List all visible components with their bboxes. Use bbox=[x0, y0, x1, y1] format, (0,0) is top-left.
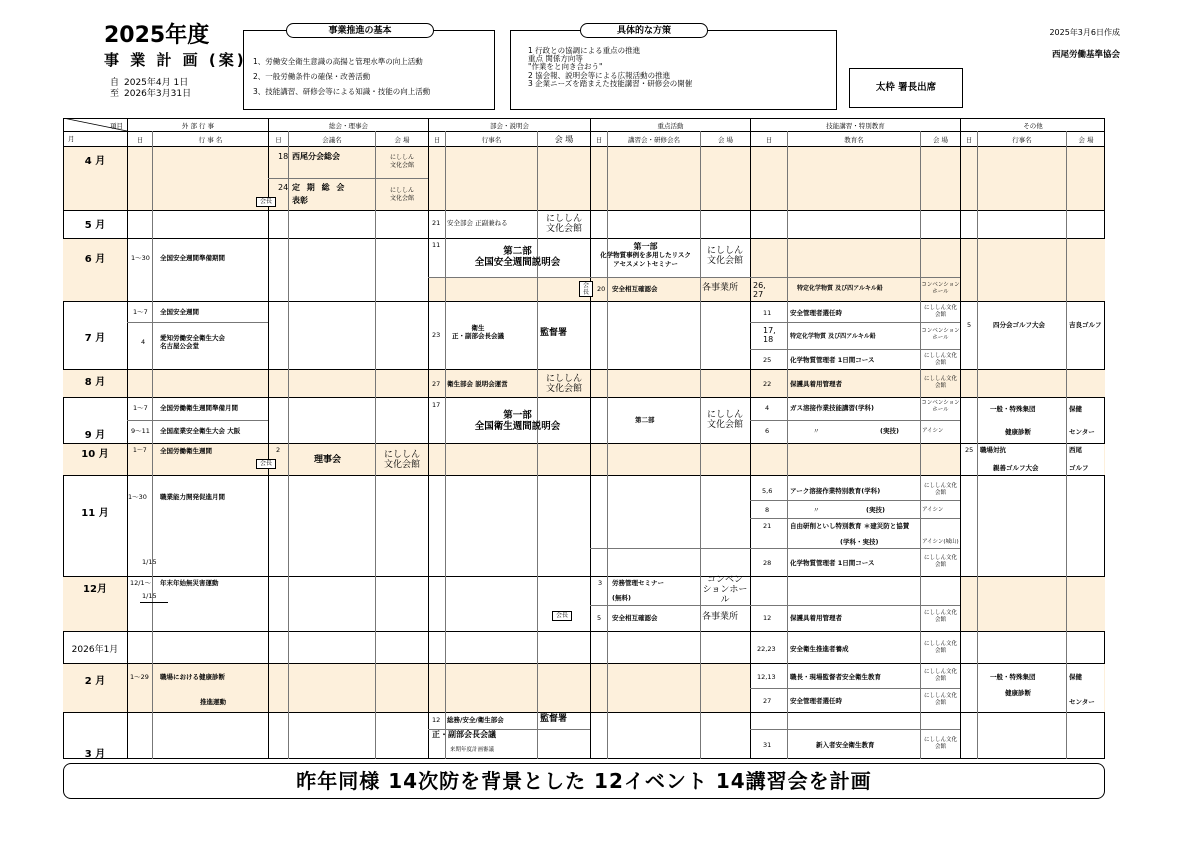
jul-dept-name-1: 衛生 bbox=[471, 324, 485, 332]
dec-focus-split bbox=[590, 605, 750, 606]
month-may: 5 月 bbox=[84, 220, 106, 231]
sub-gen-name: 会議名 bbox=[322, 136, 342, 144]
jun-skills-name: 特定化学物質 及び四アルキル鉛 bbox=[797, 285, 883, 292]
sep-s-split bbox=[750, 420, 960, 421]
sub-ext-day: 日 bbox=[136, 136, 144, 144]
basics-box bbox=[243, 30, 495, 110]
col-border-general bbox=[428, 118, 429, 759]
sep-focus-venue bbox=[700, 410, 750, 430]
attendance-legend: 太枠 署長出席 bbox=[849, 68, 963, 108]
jul-skills2-day-1: 17, bbox=[763, 326, 776, 335]
jul-skills1-day: 11 bbox=[763, 309, 772, 317]
dec-ext-day-end: 1/15 bbox=[142, 592, 157, 600]
association-name: 西尾労働基準協会 bbox=[1051, 50, 1120, 60]
basics-item-1: 1、労働安全衛生意識の高揚と管理水準の向上活動 bbox=[253, 57, 423, 66]
dec-skills-venue-1: にししん文化 bbox=[923, 610, 957, 616]
col-skills-venue bbox=[920, 131, 921, 759]
jun-split bbox=[428, 277, 960, 278]
apr-split bbox=[268, 178, 428, 179]
may-dept-name: 安全部会 正副兼ねる bbox=[447, 219, 508, 227]
row-mar bbox=[63, 712, 1105, 759]
nov-skills4-venue bbox=[921, 555, 960, 569]
jul-skills2-day-2: 18 bbox=[763, 335, 774, 344]
basics-item-3: 3、技能講習、研修会等による知識・技能の向上活動 bbox=[253, 87, 431, 96]
nov-ext-day: 1～30 bbox=[128, 493, 147, 501]
dec-focus1-day: 3 bbox=[598, 579, 603, 587]
col-header-external: 外 部 行 事 bbox=[181, 122, 215, 130]
nov-skills3-name2: (学科・実技) bbox=[840, 538, 879, 546]
sub-gen-venue: 会 場 bbox=[394, 136, 410, 144]
measures-item-4: 2 協会報、説明会等による広報活動の推進 bbox=[528, 71, 671, 80]
jul-skills3-venue-2: 会館 bbox=[934, 360, 946, 366]
sep-dept-name-1: 第一部 bbox=[503, 410, 532, 421]
month-dec: 12月 bbox=[83, 584, 107, 595]
jun-dept-day: 11 bbox=[432, 241, 441, 249]
sub-skills-venue: 会 場 bbox=[932, 136, 949, 144]
period-from: 2025年4月 1日 bbox=[124, 78, 189, 88]
jan-skills-venue bbox=[921, 641, 960, 655]
apr-gen2-day: 24 bbox=[278, 183, 289, 192]
sep-skills2-ditto: 〃 bbox=[813, 427, 820, 435]
col-external-day bbox=[152, 131, 153, 759]
jul-dept-name bbox=[452, 324, 504, 340]
col-border-dept bbox=[590, 118, 591, 759]
mar-skills-name: 新入者安全衛生教育 bbox=[816, 741, 875, 749]
measures-title: 具体的な方策 bbox=[580, 23, 708, 38]
created-date: 2025年3月6日作成 bbox=[1049, 28, 1120, 37]
nov-skills2-venue: アイシン bbox=[922, 507, 944, 513]
jun-focus2-name: 安全相互確認会 bbox=[612, 285, 658, 293]
sep-dept-name bbox=[445, 410, 590, 432]
nov-skills3-name: 自由研削といし特別教育 ＊建災防と協賛 bbox=[790, 522, 910, 530]
jul-skills1-venue bbox=[921, 305, 960, 319]
nov-skills4-name: 化学物質管理者 1日間コース bbox=[790, 559, 875, 567]
aug-skills-venue-2: 会館 bbox=[934, 383, 946, 389]
col-header-general: 総会・理事会 bbox=[329, 122, 368, 130]
jul-skills1-name: 安全管理者選任時 bbox=[790, 309, 842, 317]
nov-skills4-venue-1: にししん文化 bbox=[923, 555, 957, 561]
jul-other-venue: 吉良ゴルフ bbox=[1069, 321, 1102, 329]
sep-focus-venue-1: にししん bbox=[706, 410, 743, 420]
dec-ext-day: 12/1～ bbox=[130, 579, 152, 587]
col-border-skills bbox=[960, 118, 961, 759]
oct-gen-venue-2: 文化会館 bbox=[383, 460, 420, 470]
feb-other-venue2: センター bbox=[1069, 698, 1095, 706]
feb-ext-day: 1～29 bbox=[130, 673, 149, 681]
jul-ext1-name: 全国安全週間 bbox=[160, 308, 199, 316]
dec-focus1-venue-3: ル bbox=[720, 595, 730, 605]
feb-skills1-day: 12,13 bbox=[757, 673, 776, 681]
sub-gen-day: 日 bbox=[275, 136, 282, 144]
oct-president-mark: 会長 bbox=[256, 459, 276, 469]
jul-ext1-day: 1～7 bbox=[133, 308, 148, 316]
nov-skills4-day: 28 bbox=[763, 559, 772, 567]
may-dept-venue-2: 文化会館 bbox=[545, 224, 582, 234]
col-header-skills: 技能講習・特別教育 bbox=[826, 122, 885, 130]
oct-ext-day: 1～7 bbox=[133, 447, 147, 454]
mar-skills-venue-1: にししん文化 bbox=[923, 737, 957, 743]
dec-skills-venue-2: 会館 bbox=[934, 617, 946, 623]
col-border-external bbox=[268, 118, 269, 759]
sub-dept-day: 日 bbox=[433, 136, 441, 144]
sep-skills1-name: ガス溶接作業技能講習(学科) bbox=[790, 404, 874, 412]
jun-focus-name-3: アセスメントセミナー bbox=[613, 260, 678, 268]
dec-skills-name: 保護具着用管理者 bbox=[790, 614, 842, 622]
feb-skills1-name: 職長・現場監督者安全衛生教育 bbox=[790, 673, 881, 681]
may-dept-venue bbox=[538, 214, 590, 234]
jan-skills-day: 22,23 bbox=[757, 645, 776, 653]
jun-skills-day-2: 27 bbox=[753, 290, 764, 299]
aug-skills-day: 22 bbox=[763, 380, 772, 388]
jul-ext2-day: 4 bbox=[141, 338, 146, 346]
mar-dept-name2: 正・副部会長会議 bbox=[432, 730, 496, 739]
feb-skills2-venue bbox=[921, 693, 960, 707]
nov-skills1-name: アーク溶接作業特別教育(学科) bbox=[790, 487, 881, 495]
jun-dept-name-1: 第二部 bbox=[503, 246, 532, 257]
sep-dept-name-2: 全国衛生週間説明会 bbox=[474, 421, 561, 432]
sep-ext1-name: 全国労働衛生週間準備月間 bbox=[160, 404, 238, 412]
sub-other-name: 行事名 bbox=[1012, 136, 1032, 144]
month-aug: 8 月 bbox=[84, 377, 106, 388]
sub-focus-venue: 会 場 bbox=[717, 136, 734, 144]
period-to-label: 至 bbox=[110, 89, 120, 99]
month-jan: 2026年1月 bbox=[71, 645, 119, 655]
nov-ext-name: 職業能力開発促進月間 bbox=[160, 493, 225, 501]
jul-other-day: 5 bbox=[967, 321, 972, 329]
dec-focus1-name: 労務管理セミナー bbox=[612, 579, 664, 587]
oct-gen-venue-1: にししん bbox=[383, 450, 420, 460]
apr-gen2-venue-2: 文化会館 bbox=[389, 195, 414, 202]
jun-skills-venue bbox=[921, 282, 960, 296]
jun-ext-name: 全国安全週間準備期間 bbox=[160, 254, 225, 262]
sub-skills-day: 日 bbox=[765, 136, 773, 144]
mar-s-split bbox=[750, 729, 960, 730]
jun-focus-venue bbox=[700, 246, 750, 266]
jun-focus-venue-1: にししん bbox=[706, 246, 743, 256]
feb-split bbox=[750, 688, 960, 689]
nov-skills2-ditto: 〃 bbox=[813, 506, 820, 514]
jul-dept-venue: 監督署 bbox=[540, 328, 568, 338]
feb-skills1-venue-1: にししん文化 bbox=[923, 669, 957, 675]
dec-s-split bbox=[750, 605, 960, 606]
month-oct: 10 月 bbox=[81, 449, 109, 460]
basics-item-2: 2、一般労働条件の確保・改善活動 bbox=[253, 72, 371, 81]
jan-skills-name: 安全衛生推進者養成 bbox=[790, 645, 849, 653]
header-divider bbox=[63, 131, 1105, 132]
sub-other-day: 日 bbox=[965, 136, 973, 144]
aug-skills-venue bbox=[921, 376, 960, 390]
month-mar: 3 月 bbox=[84, 749, 106, 760]
month-jul: 7 月 bbox=[84, 333, 106, 344]
apr-gen2-president-mark: 会長 bbox=[256, 197, 276, 207]
dec-focus1-free: (無料) bbox=[612, 594, 631, 602]
period-to: 2026年3月31日 bbox=[124, 89, 192, 99]
jul-ext2-name-1: 愛知労働安全衛生大会 bbox=[160, 334, 225, 342]
month-sep: 9 月 bbox=[84, 430, 106, 441]
jul-ext2-name-2: 名古屋公会堂 bbox=[160, 342, 199, 350]
dec-focus1-venue-2: ションホー bbox=[702, 585, 748, 595]
dec-president-mark: 会長 bbox=[552, 611, 572, 621]
mar-dept-venue: 監督署 bbox=[540, 714, 568, 724]
may-dept-venue-1: にししん bbox=[545, 214, 582, 224]
mar-skills-day: 31 bbox=[763, 741, 772, 749]
sep-skills1-day: 4 bbox=[765, 404, 770, 412]
nov-skills3-day: 21 bbox=[763, 522, 772, 530]
sep-skills1-venue-1: コンベンション bbox=[921, 400, 960, 406]
aug-dept-venue-2: 文化会館 bbox=[545, 384, 582, 394]
feb-other-name1: 一般・特殊集団 bbox=[990, 673, 1036, 681]
sep-focus-venue-2: 文化会館 bbox=[706, 420, 743, 430]
oct-other-name2: 親善ゴルフ大会 bbox=[993, 464, 1039, 472]
oct-gen-venue bbox=[376, 450, 428, 470]
jun-focus-name-1: 第一部 bbox=[633, 242, 658, 251]
basics-title: 事業推進の基本 bbox=[286, 23, 434, 38]
col-header-focus: 重点活動 bbox=[657, 122, 684, 130]
col-focus-venue bbox=[700, 131, 701, 759]
mar-dept-name3: 来期年度計画審議 bbox=[450, 747, 495, 753]
jun-focus-name-2: 化学物質事例を多用したリスク bbox=[600, 251, 691, 259]
month-feb: 2 月 bbox=[84, 676, 106, 687]
col-focus-day bbox=[607, 131, 608, 759]
nov-split2 bbox=[750, 518, 960, 519]
dec-skills-day: 12 bbox=[763, 614, 772, 622]
fiscal-year-title: 2025年度 bbox=[104, 23, 210, 48]
sep-other-name1: 一般・特殊集団 bbox=[990, 405, 1036, 413]
oct-other-day: 25 bbox=[965, 446, 974, 454]
jul-skills3-venue-1: にししん文化 bbox=[923, 353, 957, 359]
nov-skills4-venue-2: 会館 bbox=[934, 562, 946, 568]
measures-item-5: 3 企業ニーズを踏まえた技能講習・研修会の開催 bbox=[528, 79, 693, 88]
period-from-label: 自 bbox=[110, 78, 120, 88]
sep-skills2-day: 6 bbox=[765, 427, 770, 435]
jul-s-split2 bbox=[750, 349, 960, 350]
measures-item-1: 1 行政との協調による重点の推進 bbox=[528, 46, 641, 55]
aug-dept-name: 衛生部会 説明会運営 bbox=[447, 380, 508, 388]
dec-ext-name: 年末年始無災害運動 bbox=[160, 579, 219, 587]
feb-ext-name2: 推進運動 bbox=[200, 698, 226, 706]
oct-gen-day: 2 bbox=[276, 446, 281, 454]
nov-skills1-venue bbox=[921, 483, 960, 497]
month-nov: 11 月 bbox=[81, 508, 109, 519]
feb-other-venue1: 保健 bbox=[1069, 673, 1082, 681]
apr-gen1-venue-2: 文化会館 bbox=[389, 162, 414, 169]
jul-skills1-venue-2: 会館 bbox=[934, 312, 946, 318]
mar-dept-day: 12 bbox=[432, 716, 441, 724]
col-header-item: 項目 bbox=[110, 122, 123, 130]
dec-focus2-day: 5 bbox=[597, 614, 602, 622]
oct-other-name1: 職場対抗 bbox=[980, 446, 1006, 454]
sep-other-venue1: 保健 bbox=[1069, 405, 1082, 413]
apr-gen2-venue bbox=[376, 187, 428, 203]
nov-skills1-day: 5,6 bbox=[762, 487, 773, 495]
plan-period bbox=[110, 78, 191, 100]
mar-skills-venue-2: 会館 bbox=[934, 744, 946, 750]
dec-focus2-name: 安全相互確認会 bbox=[612, 614, 658, 622]
sub-skills-name: 教育名 bbox=[844, 136, 864, 144]
sub-focus-day: 日 bbox=[595, 136, 603, 144]
dec-white-dept bbox=[428, 577, 590, 631]
nov-split3 bbox=[750, 548, 960, 549]
mar-dept-name1: 総務/安全/衛生部会 bbox=[447, 716, 504, 724]
aug-skills-venue-1: にししん文化 bbox=[923, 376, 957, 382]
jun-dept-name bbox=[445, 246, 590, 268]
measures-item-3: "作業をと向き合おう" bbox=[528, 62, 603, 71]
nov-split1 bbox=[750, 500, 960, 501]
sep-dept-day: 17 bbox=[432, 401, 441, 409]
dec-ext-underline bbox=[140, 602, 168, 603]
jun-skills-venue-2: ホール bbox=[932, 289, 949, 295]
jul-skills3-venue bbox=[921, 353, 960, 367]
col-border-focus bbox=[750, 118, 751, 759]
jul-dept-day: 23 bbox=[432, 331, 441, 339]
jul-skills2-name: 特定化学物質 及び四アルキル鉛 bbox=[790, 333, 876, 340]
sub-dept-name: 行事名 bbox=[481, 136, 502, 144]
sep-skills2-practical: (実技) bbox=[880, 427, 899, 435]
feb-skills2-day: 27 bbox=[763, 697, 772, 705]
apr-gen1-venue-1: にししん bbox=[389, 154, 414, 161]
oct-other-venue1: 西尾 bbox=[1069, 446, 1082, 454]
col-general-venue bbox=[375, 131, 376, 759]
oct-other-venue2: ゴルフ bbox=[1069, 464, 1089, 472]
apr-gen1-day: 18 bbox=[278, 152, 289, 161]
feb-skills2-venue-2: 会館 bbox=[934, 700, 946, 706]
aug-dept-day: 27 bbox=[432, 380, 441, 388]
sep-ext2-name: 全国産業安全衛生大会 大阪 bbox=[160, 427, 241, 435]
month-jun: 6 月 bbox=[84, 254, 106, 265]
jul-other-name: 四分会ゴルフ大会 bbox=[993, 321, 1045, 329]
nov-focus-split bbox=[590, 548, 750, 549]
aug-dept-venue bbox=[538, 374, 590, 394]
jan-skills-venue-1: にししん文化 bbox=[923, 641, 957, 647]
dec-focus1-venue-1: コンベン bbox=[706, 575, 743, 585]
sep-ext-split bbox=[127, 420, 268, 421]
month-apr: 4 月 bbox=[84, 156, 106, 167]
aug-skills-name: 保護具着用管理者 bbox=[790, 380, 842, 388]
jun-white-left bbox=[128, 239, 428, 301]
oct-ext-name: 全国労働衛生週間 bbox=[160, 447, 212, 455]
dec-focus1-venue bbox=[700, 575, 750, 605]
nov-skills1-venue-2: 会館 bbox=[934, 490, 946, 496]
sub-other-venue: 会 場 bbox=[1078, 136, 1094, 144]
col-header-month: 月 bbox=[68, 135, 75, 143]
jul-dept-name-2: 正・副部会長会議 bbox=[452, 332, 504, 340]
sep-other-venue2: センター bbox=[1069, 428, 1095, 436]
jul-skills3-name: 化学物質管理者 1日間コース bbox=[790, 356, 875, 364]
jul-skills2-venue-1: コンベンション bbox=[921, 328, 960, 334]
sub-focus-name: 講習会・研修会名 bbox=[628, 136, 680, 144]
apr-gen2-venue-1: にししん bbox=[389, 187, 414, 194]
col-other-venue bbox=[1066, 131, 1067, 759]
jul-skills3-day: 25 bbox=[763, 356, 772, 364]
apr-gen1-venue bbox=[376, 154, 428, 170]
col-other-day bbox=[977, 131, 978, 759]
nov-skills3-venue: アイシン(城山) bbox=[922, 539, 959, 545]
jul-ext2-name bbox=[160, 334, 225, 350]
jul-skills2-day bbox=[763, 326, 776, 344]
sub-dept-venue: 会 場 bbox=[554, 135, 574, 144]
jun-focus2-venue: 各事業所 bbox=[702, 283, 739, 293]
sep-focus-name: 第二部 bbox=[635, 416, 655, 424]
jul-s-split1 bbox=[750, 322, 960, 323]
jun-ext-day: 1～30 bbox=[131, 254, 150, 262]
sub-ext-name: 行 事 名 bbox=[198, 136, 223, 144]
feb-skills1-venue bbox=[921, 669, 960, 683]
jun-focus-venue-2: 文化会館 bbox=[706, 256, 743, 266]
nov-skills2-day: 8 bbox=[765, 506, 770, 514]
sep-other-name2: 健康診断 bbox=[1005, 428, 1031, 436]
mar-skills-venue bbox=[921, 737, 960, 751]
jul-skills1-venue-1: にししん文化 bbox=[923, 305, 957, 311]
apr-gen2-award: 表彰 bbox=[292, 196, 308, 205]
jun-focus-name bbox=[591, 242, 700, 269]
col-header-dept: 部会・説明会 bbox=[490, 122, 529, 130]
sep-skills1-venue bbox=[921, 400, 960, 414]
sep-ext1-day: 1～7 bbox=[133, 404, 148, 412]
jun-skills-venue-1: コンベンション bbox=[921, 282, 960, 288]
col-dept-day bbox=[445, 131, 446, 759]
jun-president-mark: 会長 bbox=[579, 281, 593, 297]
apr-gen2-name: 定 期 総 会 bbox=[292, 183, 347, 192]
nov-skills2-practical: (実技) bbox=[866, 506, 885, 514]
feb-skills2-venue-1: にししん文化 bbox=[923, 693, 957, 699]
row-apr-shade bbox=[64, 147, 1104, 210]
sep-skills2-venue: アイシン bbox=[922, 428, 944, 434]
sep-skills1-venue-2: ホール bbox=[932, 407, 949, 413]
nov-skills1-venue-1: にししん文化 bbox=[923, 483, 957, 489]
col-general-day bbox=[288, 131, 289, 759]
feb-skills1-venue-2: 会館 bbox=[934, 676, 946, 682]
may-dept-day: 21 bbox=[432, 219, 441, 227]
feb-ext-name: 職場における健康診断 bbox=[160, 673, 225, 681]
measures-item-2: 重点 関係方向等 bbox=[528, 54, 583, 63]
jul-skills2-venue-2: ホール bbox=[932, 335, 949, 341]
jul-ext-split bbox=[127, 322, 268, 323]
jul-skills2-venue bbox=[921, 328, 960, 342]
jun-focus2-day: 20 bbox=[597, 285, 606, 293]
jan-skills-venue-2: 会館 bbox=[934, 648, 946, 654]
nov-ext-day-end: 1/15 bbox=[142, 558, 157, 566]
col-header-other: その他 bbox=[1023, 122, 1043, 130]
jun-skills-day-1: 26, bbox=[753, 281, 766, 290]
row-oct bbox=[63, 443, 1105, 475]
oct-gen-name: 理事会 bbox=[314, 455, 342, 465]
col-skills-day bbox=[787, 131, 788, 759]
apr-gen1-name: 西尾分会総会 bbox=[292, 152, 340, 161]
summary-banner: 昨年同様 14次防を背景とした 12イベント 14講習会を計画 bbox=[63, 763, 1105, 799]
plan-title: 事 業 計 画 (案) bbox=[104, 51, 247, 69]
feb-other-name2: 健康診断 bbox=[1005, 689, 1031, 697]
aug-dept-venue-1: にししん bbox=[545, 374, 582, 384]
jun-dept-name-2: 全国安全週間説明会 bbox=[474, 257, 561, 268]
dec-focus2-venue: 各事業所 bbox=[702, 612, 739, 622]
sep-ext2-day: 9～11 bbox=[131, 427, 150, 435]
feb-skills2-name: 安全管理者選任時 bbox=[790, 697, 842, 705]
dec-skills-venue bbox=[921, 610, 960, 624]
col-border-month bbox=[127, 118, 128, 759]
jun-skills-day bbox=[753, 281, 766, 299]
